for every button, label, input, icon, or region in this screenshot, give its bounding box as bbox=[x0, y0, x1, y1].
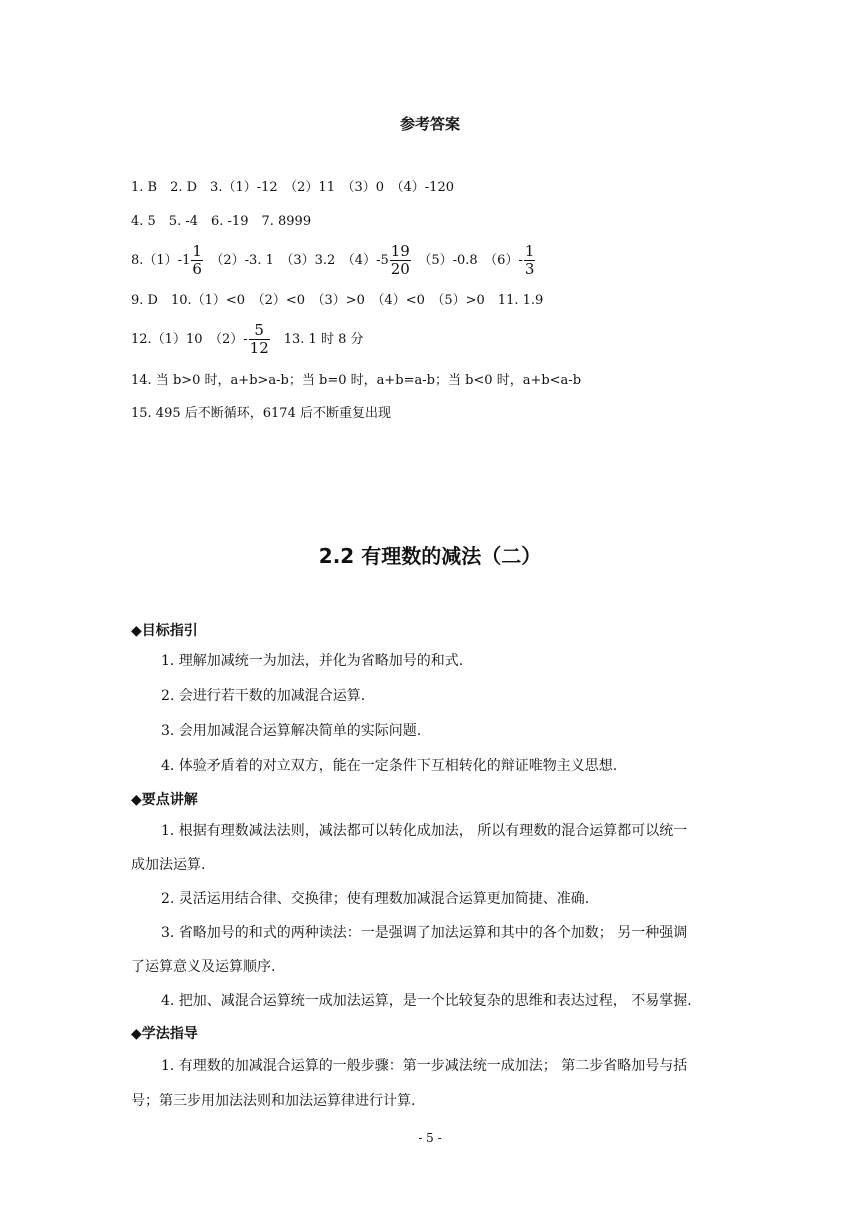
method-1-line-b: 号；第三步用加法法则和加法运算律进行计算. bbox=[131, 1093, 416, 1109]
answer-line-2: 4. 5 5. -4 6. -19 7. 8999 bbox=[131, 214, 312, 229]
fraction-denominator: 12 bbox=[249, 339, 269, 357]
answer-line-6: 14. 当 b>0 时，a+b>a-b；当 b=0 时，a+b=a-b；当 b<0 时，a+b<a-b bbox=[131, 373, 582, 388]
answers-title: 参考答案 bbox=[399, 115, 460, 133]
answer-line-1: 1. B 2. D 3.（1）-12 （2）11 （3）0 （4）-120 bbox=[131, 180, 454, 195]
page-number: - 5 - bbox=[418, 1131, 442, 1145]
fraction-numerator: 19 bbox=[390, 242, 410, 260]
answer-line-3-part-c: （5）-0.8 （6）- bbox=[411, 253, 523, 268]
point-4: 4. 把加、减混合运算统一成加法运算，是一个比较复杂的思维和表达过程， 不易掌握. bbox=[161, 993, 692, 1009]
methods-heading: ◆学法指导 bbox=[131, 1026, 198, 1042]
point-3-line-a: 3. 省略加号的和式的两种读法：一是强调了加法运算和其中的各个加数； 另一种强调 bbox=[161, 925, 688, 941]
goal-item-2: 2. 会进行若干数的加减混合运算. bbox=[161, 688, 366, 704]
fraction-denominator: 6 bbox=[192, 260, 202, 278]
goal-item-3: 3. 会用加减混合运算解决简单的实际问题. bbox=[161, 723, 422, 739]
fraction-numerator: 1 bbox=[192, 242, 202, 260]
answer-line-7: 15. 495 后不断循环，6174 后不断重复出现 bbox=[131, 406, 391, 421]
point-3-line-b: 了运算意义及运算顺序. bbox=[131, 959, 276, 975]
fraction-five-twelfths bbox=[249, 322, 270, 357]
goal-item-4: 4. 体验矛盾着的对立双方，能在一定条件下互相转化的辩证唯物主义思想. bbox=[161, 758, 618, 774]
section-title: 2.2 有理数的减法（二） bbox=[318, 544, 542, 568]
point-1-line-a: 1. 根据有理数减法法则，减法都可以转化成加法， 所以有理数的混合运算都可以统一 bbox=[161, 823, 688, 839]
fraction-denominator: 20 bbox=[390, 260, 410, 278]
answer-line-4: 9. D 10.（1）<0 （2）<0 （3）>0 （4）<0 （5）>0 11. 1.9 bbox=[131, 293, 544, 308]
fraction-one-third bbox=[524, 243, 536, 278]
answer-line-5 bbox=[131, 322, 364, 357]
fraction-nineteen-twentieths bbox=[390, 243, 411, 278]
answer-line-5-part-b: 13. 1 时 8 分 bbox=[270, 332, 364, 347]
fraction-one-sixth bbox=[191, 243, 203, 278]
point-2: 2. 灵活运用结合律、交换律；使有理数加减混合运算更加简捷、准确. bbox=[161, 891, 590, 907]
answer-line-3-part-a: 8.（1）-1 bbox=[131, 253, 191, 268]
answer-line-3-part-b: （2）-3. 1 （3）3.2 （4）-5 bbox=[203, 253, 389, 268]
fraction-denominator: 3 bbox=[524, 260, 535, 278]
points-heading: ◆要点讲解 bbox=[131, 792, 198, 808]
point-1-line-b: 成加法运算. bbox=[131, 857, 206, 873]
method-1-line-a: 1. 有理数的加减混合运算的一般步骤：第一步减法统一成加法； 第二步省略加号与括 bbox=[161, 1058, 688, 1074]
answer-line-3 bbox=[131, 243, 536, 278]
goal-item-1: 1. 理解加减统一为加法，并化为省略加号的和式. bbox=[161, 653, 464, 669]
fraction-numerator: 5 bbox=[249, 322, 270, 340]
goals-heading: ◆目标指引 bbox=[131, 623, 198, 639]
answer-line-5-part-a: 12.（1）10 （2）- bbox=[131, 332, 248, 347]
fraction-numerator: 1 bbox=[524, 242, 535, 260]
